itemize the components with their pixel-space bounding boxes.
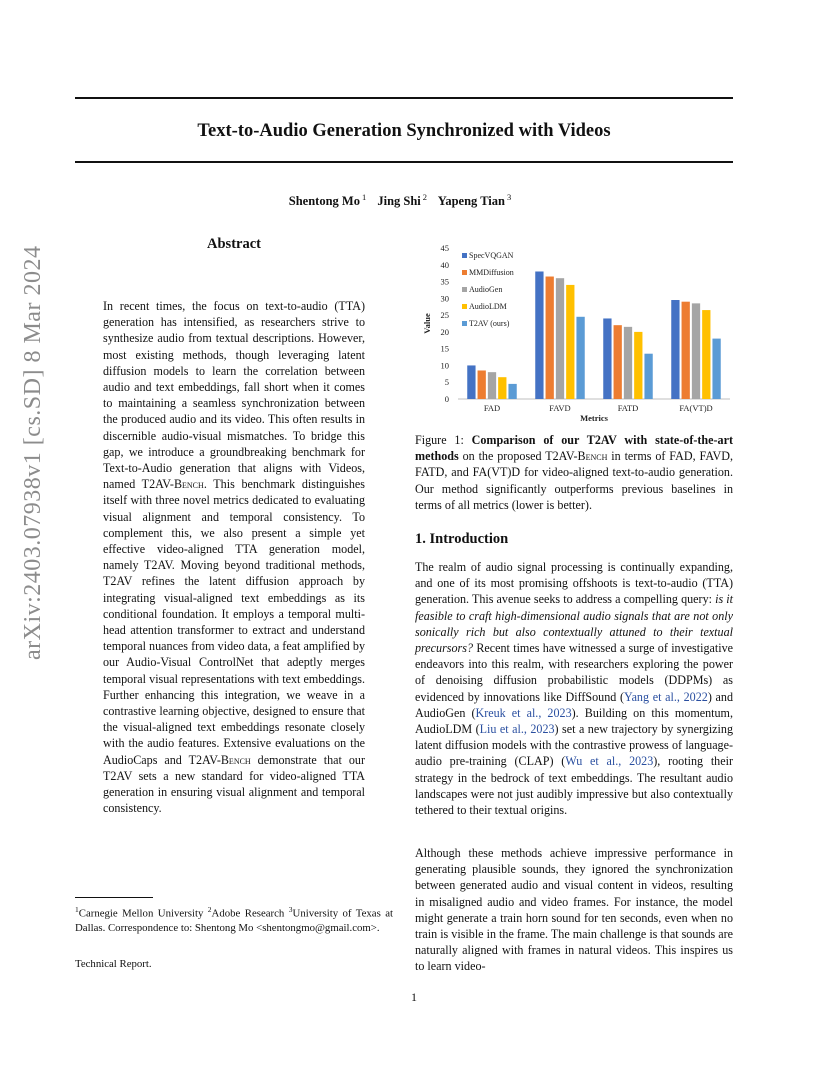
y-axis-title: Value [422,313,432,334]
author-name: Jing Shi [377,194,421,209]
legend-entry: MMDiffusion [469,268,514,277]
bar-mmdiffusion-fatd [614,325,622,399]
intro-paragraph-1 [415,559,733,818]
footnote-text: University of Texas at Dallas. Correspondence to: Shentong Mo <shentongmo@gmail.com>. [75,907,394,934]
bar-specvqgan-fa-vt-d [671,300,679,399]
y-tick-label: 30 [440,293,449,304]
x-tick-label: FA(VT)D [679,403,713,413]
figure-caption-bold: Comparison of our T2AV with state-of-the-art methods [415,433,733,464]
x-axis-title: Metrics [580,413,608,422]
bar-specvqgan-favd [535,271,543,399]
footnote-marker: 3 [288,905,293,914]
intro-text: ), rooting their strategy in the bedrock of text embeddings. The resultant audio landscapes were not just audibly impressive but also contextually tethered to their textual origins. [415,754,733,818]
bar-mmdiffusion-fa-vt-d [682,302,690,399]
bar-audiogen-fad [488,372,496,399]
y-tick-label: 25 [440,310,449,321]
intro-text: ) set a new trajectory by synergizing latent diffusion models with the contrastive prowess of language-audio pre-training (CLAP) ( [415,722,734,769]
footnote-rule [75,897,153,898]
legend-entry: T2AV (ours) [469,319,510,328]
section-heading-introduction: 1. Introduction [415,531,509,547]
y-tick-label: 40 [440,259,449,270]
abstract-text: In recent times, the focus on text-to-audio (TTA) generation has intensified, as researchers strive to synthesize audio from textual descriptions. However, most existing methods, though leveraging latent diffusion models to learn the correlation between audio and text embeddings, fall short when it comes to maintaining a seamless synchronization between the produced audio and its video. This often results in discernible audio-visual mismatches. To bridge this gap, we introduce a groundbreaking benchmark for Text-to-Audio generation that aligns with Videos, named T2AV- [103,299,365,492]
citation-link[interactable]: Liu et al., 2023 [479,722,555,737]
author-affiliation: 1 [361,192,367,202]
footnote-marker: 2 [207,905,212,914]
bar-audioldm-fad [498,377,506,399]
abstract-body [103,298,365,817]
legend-entry: SpecVQGAN [469,251,514,260]
author-affiliation: 3 [506,192,512,202]
bar-audiogen-favd [556,278,564,399]
x-tick-label: FATD [617,403,639,413]
arxiv-stamp: arXiv:2403.07938v1 [cs.SD] 8 Mar 2024 [20,245,46,660]
author-name: Shentong Mo [288,194,360,209]
legend-swatch [462,287,467,292]
y-tick-label: 15 [440,343,449,354]
y-tick-label: 10 [440,360,449,371]
citation-link[interactable]: Wu et al., 2023 [565,754,654,769]
paper-title: Text-to-Audio Generation Synchronized with Videos [197,121,611,141]
bench-smallcaps: Bench [577,449,608,464]
bar-t2av-ours--favd [576,317,584,399]
abstract-text: . This benchmark distinguishes itself with three novel metrics dedicated to evaluating visual alignment and temporal consistency. To complement this, we also present a simple yet effective video-aligned TTA generation model, namely T2AV. Moving beyond traditional methods, T2AV refines the latent diffusion approach by integrating visual-aligned text embeddings as its conditional foundation. It employs a temporal multi-head attention transformer to extract and understand temporal nuances from video data, a feat amplified by our Audio-Visual ControlNet that adeptly merges temporal visual representations with text embeddings. Further enhancing this integration, we weave in a contrastive learning objective, designed to ensure that the visual-aligned text embeddings resonate closely with the audio features. Extensive evaluations on the AudioCaps and T2AV- [103,477,365,767]
bar-audioldm-fa-vt-d [702,310,710,399]
bar-audiogen-fatd [624,327,632,399]
title-rule-top [75,97,733,99]
intro-text: ). Building on this momentum, AudioLDM ( [415,705,733,737]
author-affiliation: 2 [422,192,428,202]
figure-caption [415,432,733,513]
bar-t2av-ours--fa-vt-d [712,339,720,399]
intro-text: ) and AudioGen ( [415,689,733,720]
legend-swatch [462,304,467,309]
legend-entry: AudioLDM [469,302,507,311]
y-tick-label: 5 [444,377,449,388]
intro-italic-question: is it feasible to craft high-dimensional audio signals that are not only sonically rich but also contextually attuned to their textual precursors? [415,592,733,656]
bench-smallcaps: Bench [220,752,251,767]
figure-caption-text: on the proposed T2AV- [458,449,578,464]
intro-text: Recent times have witnessed a surge of investigative endeavors into this realm, with researchers exploring the power of denoising diffusion probabilistic models (DDPMs) as evidenced by innovations like DiffSound ( [415,641,733,704]
legend-swatch [462,321,467,326]
citation-link[interactable]: Kreuk et al., 2023 [475,705,572,720]
legend-swatch [462,270,467,275]
footnote-text: Adobe Research [211,907,289,920]
y-tick-label: 45 [440,243,449,253]
y-tick-label: 20 [440,326,449,337]
author-list [75,192,733,209]
y-tick-label: 0 [444,394,449,404]
x-tick-label: FAVD [549,403,571,413]
abstract-text: demonstrate that our T2AV sets a new standard for video-aligned TTA generation in ensuring visual alignment and temporal consistency. [103,752,365,816]
bar-specvqgan-fatd [603,318,611,399]
affiliation-footnote [75,903,393,935]
y-tick-label: 35 [440,276,449,287]
bar-mmdiffusion-favd [546,277,554,399]
x-tick-label: FAD [483,403,501,413]
abstract-heading: Abstract [207,236,261,252]
bar-t2av-ours--fad [508,384,516,399]
bar-audiogen-fa-vt-d [692,303,700,399]
figure-1-bar-chart [418,240,736,422]
citation-link[interactable]: Yang et al., 2022 [624,689,708,704]
footnote-marker: 1 [75,905,79,914]
legend-entry: AudioGen [469,285,503,294]
bar-mmdiffusion-fad [478,370,486,399]
page-number: 1 [411,990,417,1004]
bar-specvqgan-fad [467,365,475,399]
intro-paragraph-2: Although these methods achieve impressive performance in generating plausible sounds, they ignored the synchronization between generated audio and visual content in videos, resulting in misaligned audio and video frames. For instance, the model might generate a train horn sound for ten seconds, even when no train is visible in the frame. The main challenge is that sounds are naturally aligned with frames in natural videos. This inspires us to learn video- [415,846,733,974]
author-name: Yapeng Tian [437,194,505,209]
figure-label: Figure 1: [415,433,472,447]
legend-swatch [462,253,467,258]
figure-caption-text: in terms of FAD, FAVD, FATD, and FA(VT)D for video-aligned text-to-audio generation. Our method significantly outperforms previous baselines in terms of all metrics (lower is better). [415,449,734,512]
bar-audioldm-fatd [634,332,642,399]
technical-report-note: Technical Report. [75,958,152,970]
bench-smallcaps: Bench [173,477,204,492]
bar-t2av-ours--fatd [644,354,652,399]
intro-text: The realm of audio signal processing is continually expanding, and one of its most promising offshoots is text-to-audio (TTA) generation. This avenue seeks to address a compelling query: [415,560,733,607]
bar-audioldm-favd [566,285,574,399]
footnote-text: Carnegie Mellon University [78,907,208,920]
title-rule-bottom [75,161,733,163]
